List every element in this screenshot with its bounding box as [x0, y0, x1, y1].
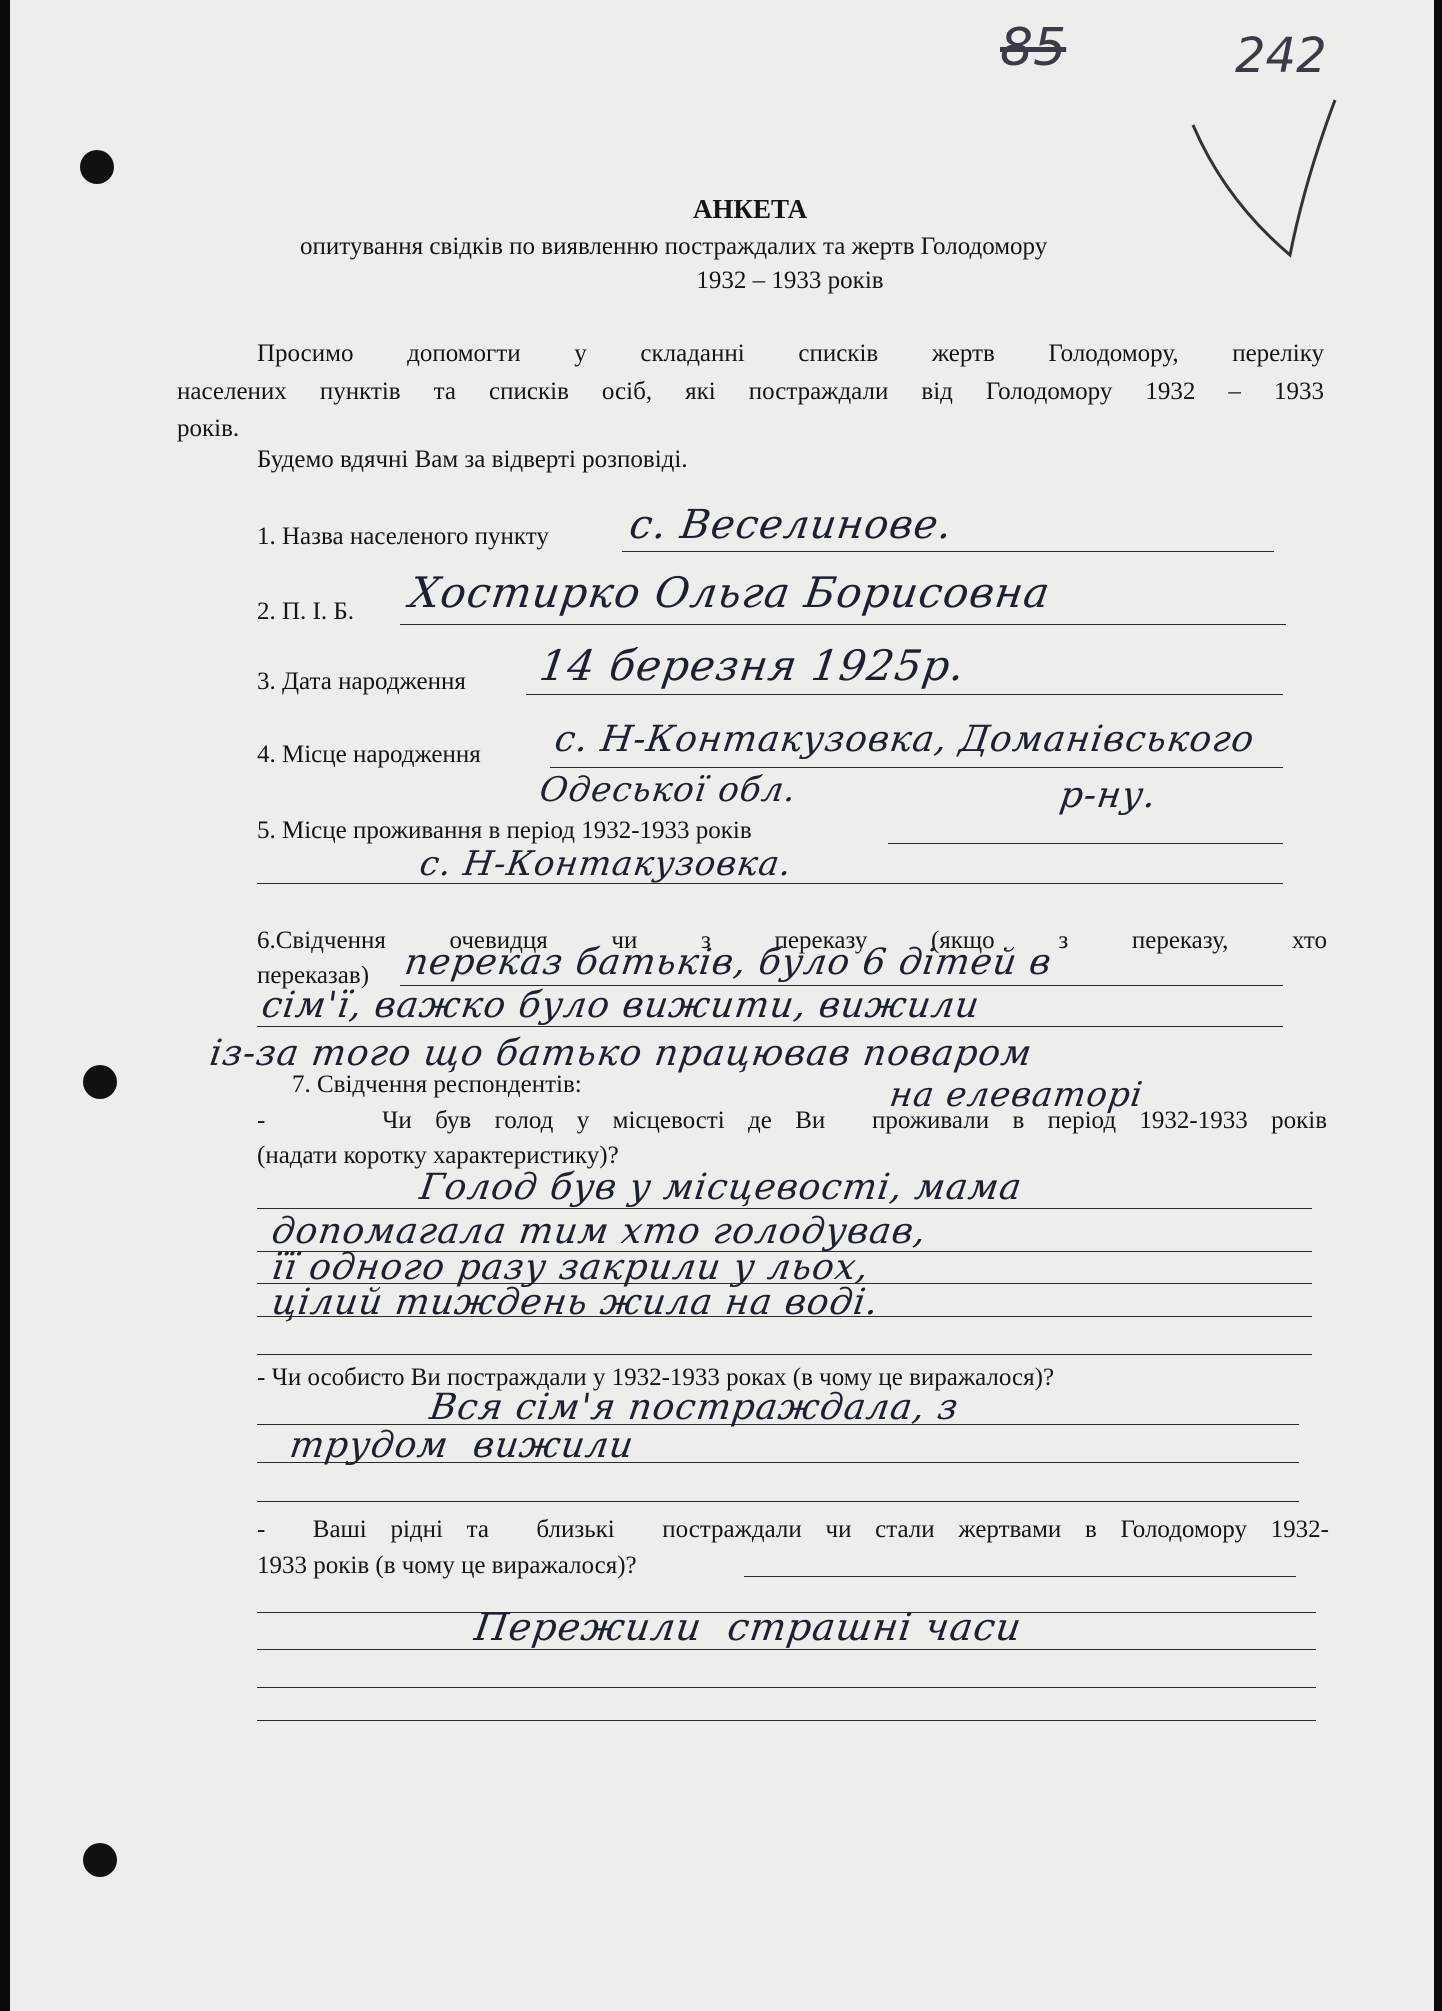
answer-famine-line[interactable]: Голод був у місцевості, мама: [417, 1167, 1025, 1208]
question-relatives-cont: 1933 років (в чому це виражалося)?: [257, 1552, 637, 1579]
punch-hole: [80, 150, 114, 184]
answer-testimony-line[interactable]: на елеваторі: [887, 1075, 1146, 1115]
field-label-testimony-cont: переказав): [257, 962, 370, 989]
answer-line: [257, 1208, 1312, 1209]
answer-line: [257, 1501, 1299, 1502]
answer-line: [257, 1720, 1316, 1721]
question-famine-locality: - Чи був голод у місцевості де Ви проживали в період 1932-1933 років: [257, 1107, 1327, 1134]
answer-line: [400, 624, 1286, 625]
answer-line: [550, 767, 1283, 768]
answer-line: [744, 1576, 1296, 1577]
answer-birth-date[interactable]: 14 березня 1925р.: [536, 641, 969, 690]
sheet-number: 85: [1000, 18, 1067, 78]
punch-hole: [83, 1843, 117, 1877]
answer-line: [888, 843, 1283, 844]
checkmark-icon: [1185, 90, 1345, 265]
answer-settlement[interactable]: с. Веселинове.: [626, 502, 956, 548]
answer-line: [257, 1354, 1312, 1355]
field-label-birth-place: 4. Місце народження: [257, 741, 481, 768]
field-label-residence: 5. Місце проживання в період 1932-1933 років: [257, 817, 752, 844]
field-label-name: 2. П. І. Б.: [257, 598, 354, 625]
answer-testimony-line[interactable]: із-за того що батько працював поваром: [207, 1033, 1036, 1074]
field-label-testimony: 6.Свідчення очевидця чи з переказу (якщо з переказу, хто: [257, 927, 1327, 954]
answer-birth-district[interactable]: р-ну.: [1057, 775, 1160, 816]
answer-personal-line[interactable]: трудом вижили: [287, 1425, 637, 1466]
answer-line: [257, 1687, 1316, 1688]
answer-testimony-line[interactable]: переказ батьків, було 6 дітей в: [402, 942, 1055, 983]
intro-line: населених пунктів та списків осіб, які постраждали від Голодомору 1932 – 1933: [177, 378, 1324, 405]
intro-line: Просимо допомогти у складанні списків жертв Голодомору, переліку: [257, 340, 1324, 367]
answer-testimony-line[interactable]: сім'ї, важко було вижити, вижили: [259, 985, 983, 1026]
form-title: АНКЕТА: [692, 194, 808, 224]
field-label-settlement: 1. Назва населеного пункту: [257, 523, 549, 550]
answer-famine-line[interactable]: цілий тиждень жила на воді.: [269, 1282, 882, 1323]
field-label-birth-date: 3. Дата народження: [257, 668, 466, 695]
answer-line: [257, 1649, 1316, 1650]
answer-birth-region[interactable]: Одеської обл.: [537, 770, 800, 810]
intro-line: років.: [177, 415, 240, 442]
punch-hole: [83, 1065, 117, 1099]
field-label-respondents: 7. Свідчення респондентів:: [292, 1071, 582, 1098]
answer-birth-place[interactable]: с. Н-Контакузовка, Доманівського: [552, 719, 1258, 760]
answer-line: [526, 694, 1283, 695]
question-famine-locality-cont: (надати коротку характеристику)?: [257, 1142, 619, 1169]
answer-line: [622, 551, 1274, 552]
answer-residence[interactable]: с. Н-Контакузовка.: [417, 844, 795, 884]
page-number: 242: [1235, 28, 1327, 84]
answer-name[interactable]: Хостирко Ольга Борисовна: [406, 568, 1054, 617]
question-personal-suffering: - Чи особисто Ви постраждали у 1932-1933 роках (в чому це виражалося)?: [257, 1364, 1055, 1391]
form-subtitle: опитування свідків по виявленню постраждалих та жертв Голодомору: [300, 233, 1048, 260]
answer-famine-line[interactable]: її одного разу закрили у льох,: [269, 1247, 872, 1288]
answer-personal-line[interactable]: Вся сім'я постраждала, з: [427, 1387, 962, 1428]
answer-relatives-line[interactable]: Пережили страшні часи: [471, 1605, 1025, 1649]
question-relatives: - Ваші рідні та близькі постраждали чи стали жертвами в Голодомору 1932-: [257, 1516, 1329, 1543]
answer-famine-line[interactable]: допомагала тим хто голодував,: [269, 1211, 930, 1252]
answer-line: [257, 1026, 1283, 1027]
form-years: 1932 – 1933 років: [696, 267, 884, 294]
thanks-text: Будемо вдячні Вам за відверті розповіді.: [257, 446, 688, 473]
